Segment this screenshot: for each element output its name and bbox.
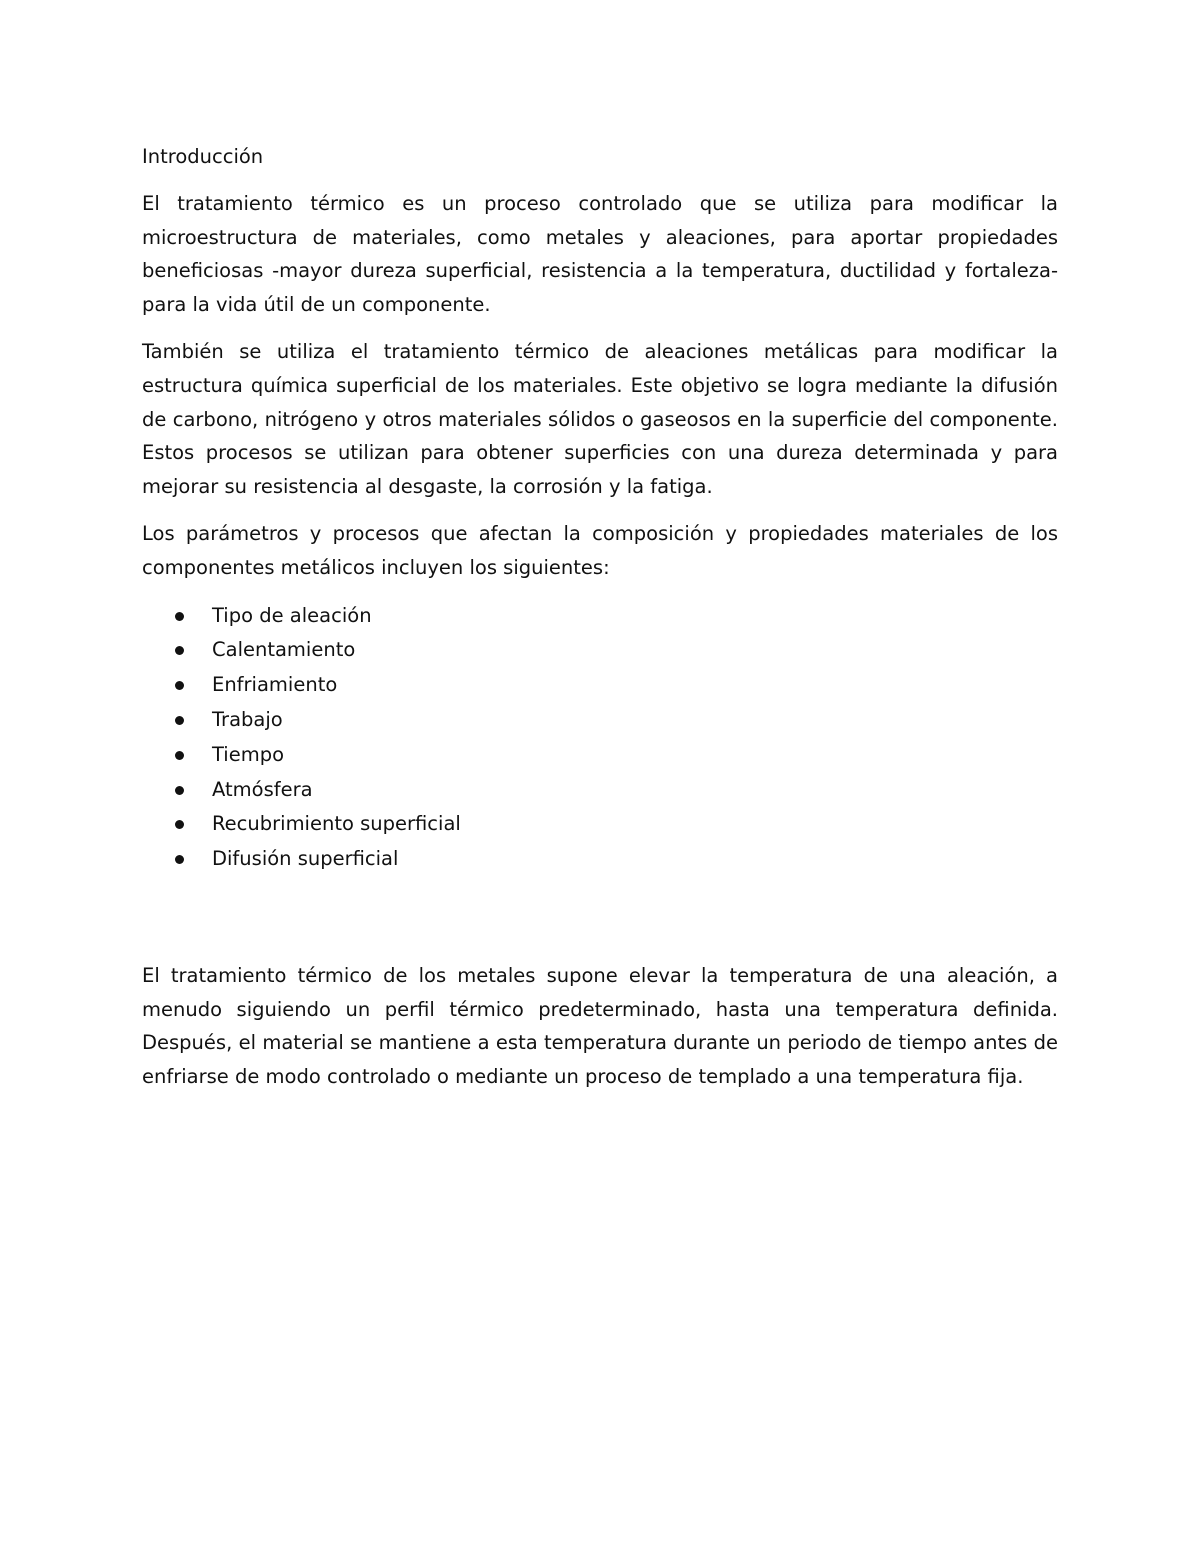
bullet-icon — [175, 612, 184, 621]
blank-space — [142, 891, 1058, 959]
parameters-list — [142, 599, 1058, 877]
list-item-text: Atmósfera — [212, 777, 313, 801]
bullet-icon — [175, 820, 184, 829]
list-item-text: Calentamiento — [212, 638, 356, 662]
paragraph-alloys: También se utiliza el tratamiento térmico de aleaciones metálicas para modificar la estructura química superficial de los materiales. Este objetivo se logra mediante la difusión de carbono, nitrógeno y otros materiales sólidos o gaseosos en la superficie del componente. Estos procesos se utilizan para obtener superficies con una dureza determinada y para mejorar su resistencia al desgaste, la corrosión y la fatiga. — [142, 340, 1058, 498]
paragraph-heat-treatment: El tratamiento térmico de los metales supone elevar la temperatura de una aleación, a menudo siguiendo un perfil térmico predeterminado, hasta una temperatura definida. Después, el material se mantiene a esta temperatura durante un periodo de tiempo antes de enfriarse de modo controlado o mediante un proceso de templado a una temperatura fija. — [142, 963, 1058, 1088]
list-item — [142, 842, 1058, 877]
list-item-text: Recubrimiento superficial — [212, 812, 461, 836]
bullet-icon — [175, 646, 184, 655]
list-item-text: Trabajo — [212, 707, 283, 731]
list-item — [142, 773, 1058, 808]
list-item — [142, 807, 1058, 842]
list-item-text: Enfriamiento — [212, 673, 338, 697]
section-heading: Introducción — [142, 145, 264, 168]
list-item — [142, 668, 1058, 703]
document-page — [142, 140, 1058, 1107]
bullet-icon — [175, 716, 184, 725]
bullet-icon — [175, 751, 184, 760]
list-item-text: Difusión superficial — [212, 847, 399, 871]
list-item-text: Tiempo — [212, 742, 285, 766]
bullet-icon — [175, 681, 184, 690]
paragraph-intro: El tratamiento térmico es un proceso controlado que se utiliza para modificar la microestructura de materiales, como metales y aleaciones, para aportar propiedades beneficiosas -mayor dureza superficial, resistencia a la temperatura, ductilidad y fortaleza- para la vida útil de un componente. — [142, 192, 1058, 316]
list-item — [142, 738, 1058, 773]
list-item-text: Tipo de aleación — [212, 603, 372, 627]
bullet-icon — [175, 855, 184, 864]
bullet-icon — [175, 786, 184, 795]
list-item — [142, 633, 1058, 668]
list-item — [142, 703, 1058, 738]
list-item — [142, 599, 1058, 634]
paragraph-parameters: Los parámetros y procesos que afectan la composición y propiedades materiales de los componentes metálicos incluyen los siguientes: — [142, 522, 1058, 579]
